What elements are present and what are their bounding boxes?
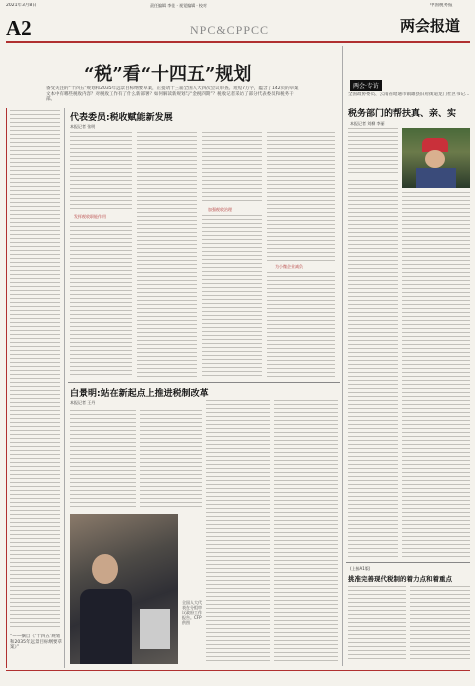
article1-col4b <box>267 272 335 377</box>
section-title: NPC&CPPCC <box>190 23 270 37</box>
right-bottom-title: 挑准完善现代税制的着力点和着重点 <box>348 575 452 583</box>
document-in-photo <box>140 609 170 649</box>
photo-caption: 全国人大代表在分组审议政府工作报告。CFP供图 <box>182 600 202 625</box>
right-article-title: 税务部门的帮扶真、亲、实 <box>348 109 457 119</box>
footer-rule <box>6 670 470 671</box>
right-bottom-col2 <box>410 586 470 662</box>
paper-name: 中国税务报 <box>430 3 453 8</box>
right-lead: 全国政协委员、云南省昭通市镇雄县旧府街道龙门社区书记… <box>348 92 470 97</box>
article1-col2 <box>137 132 197 377</box>
article2-col2 <box>140 410 202 510</box>
right-col1a <box>348 128 398 176</box>
article2-title: 白景明:站在新起点上推进税制改革 <box>70 389 209 399</box>
article1-subhead-1: 发挥税收职能作用 <box>74 214 106 219</box>
article2-col3 <box>206 400 270 662</box>
right-column-divider <box>342 46 343 666</box>
article1-divider <box>68 382 340 383</box>
article1-subhead-2: 加强税收治理 <box>208 207 232 212</box>
right-col2 <box>402 192 470 560</box>
article1-col3b <box>202 215 262 377</box>
left-column-divider <box>64 108 65 668</box>
right-bottom-divider <box>346 562 470 563</box>
issue-date: 2021年3月8日 <box>6 3 37 8</box>
info-line: 责任编辑 李佳 · 视觉编辑 · 校对 <box>150 3 207 8</box>
left-column-quote: “——摘自《‘十四五’规划和2035年远景目标纲要草案》” <box>10 634 62 650</box>
person-face <box>92 554 118 584</box>
article1-col1a <box>70 132 132 212</box>
article1-title: 代表委员:税收赋能新发展 <box>70 113 173 123</box>
headline-intro: 备受关注的“十四五”规划和2035年远景目标纲要草案，正提请十三届全国人大四次会议审查。短短7万字，蕴含了142页的草案文本中有哪些税收内容？对税收工作有了什么新部署？如何解读新规划与“金税四期”？税收记者采访了部分代表委员和税务干部。 <box>46 86 299 102</box>
person-suit <box>80 589 132 664</box>
article1-subhead-3: 为小微企业减负 <box>275 264 303 269</box>
article1-col1b <box>70 222 132 377</box>
edition-number: A2 <box>6 16 32 40</box>
right-article-byline: 本报记者 刘柳 李丽 <box>350 121 385 126</box>
right-section-title: 两会报道 <box>400 17 461 35</box>
article2-col1 <box>70 410 136 510</box>
article1-byline: 本报记者 张明 <box>70 124 96 129</box>
right-kicker: 两会·专访 <box>350 80 382 91</box>
right-bottom-col1 <box>348 586 406 662</box>
headline-block <box>6 46 340 106</box>
article1-col3a <box>202 132 262 204</box>
article1-col4a <box>267 132 335 262</box>
masthead-rule <box>6 41 470 43</box>
right-bottom-byline: (上接A1版) <box>350 566 371 571</box>
article2-col4 <box>274 400 338 662</box>
right-col1b <box>348 180 398 560</box>
left-column-text <box>10 110 60 628</box>
interviewee-photo <box>402 128 470 188</box>
article2-byline: 本报记者 王丹 <box>70 400 96 405</box>
meeting-photo <box>70 514 178 664</box>
interviewee-face <box>425 150 445 168</box>
headline-title: “税”看“十四五”规划 <box>84 64 252 85</box>
interviewee-clothes <box>416 168 456 188</box>
left-column-border <box>6 108 7 668</box>
